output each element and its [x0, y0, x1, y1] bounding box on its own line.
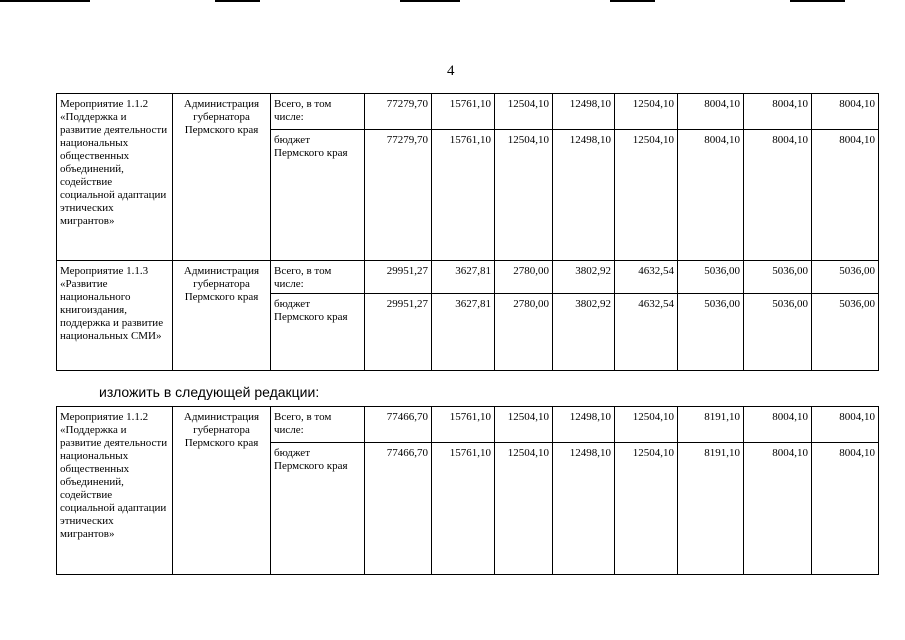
amount-cell: 12498,10	[553, 443, 615, 575]
amount-cell: 12504,10	[495, 94, 553, 130]
activity-name-cell: Мероприятие 1.1.2 «Поддержка и развитие деятельности национальных общественных объединений, содействие социальной адаптации этнических мигрантов»	[57, 94, 173, 261]
table-body	[57, 407, 879, 575]
table-row	[57, 261, 879, 294]
amount-cell: 8004,10	[744, 407, 812, 443]
amount-cell: 3802,92	[553, 261, 615, 294]
amount-cell: 8004,10	[744, 94, 812, 130]
amount-cell: 15761,10	[432, 130, 495, 261]
table-body	[57, 94, 879, 371]
amount-cell: 15761,10	[432, 94, 495, 130]
amount-cell: 5036,00	[744, 294, 812, 371]
amount-cell: 77466,70	[365, 407, 432, 443]
amount-cell: 5036,00	[678, 261, 744, 294]
executor-cell: Администрация губернатора Пермского края	[173, 261, 271, 371]
amount-cell: 29951,27	[365, 294, 432, 371]
funding-source-cell: бюджет Пермского края	[271, 130, 365, 261]
amount-cell: 29951,27	[365, 261, 432, 294]
amount-cell: 8191,10	[678, 443, 744, 575]
amount-cell: 12504,10	[495, 130, 553, 261]
amount-cell: 12498,10	[553, 94, 615, 130]
amount-cell: 3627,81	[432, 261, 495, 294]
amount-cell: 5036,00	[812, 261, 879, 294]
scan-edge-line	[0, 0, 90, 2]
funding-source-cell: Всего, в том числе:	[271, 261, 365, 294]
budget-table-after	[56, 406, 879, 575]
amount-cell: 77279,70	[365, 130, 432, 261]
amount-cell: 5036,00	[744, 261, 812, 294]
amount-cell: 8004,10	[744, 130, 812, 261]
amount-cell: 15761,10	[432, 407, 495, 443]
executor-cell: Администрация губернатора Пермского края	[173, 407, 271, 575]
funding-source-cell: Всего, в том числе:	[271, 407, 365, 443]
amount-cell: 12498,10	[553, 130, 615, 261]
scan-edge-line	[790, 0, 845, 2]
amount-cell: 8004,10	[744, 443, 812, 575]
scan-edge-line	[400, 0, 460, 2]
amount-cell: 8004,10	[812, 94, 879, 130]
amount-cell: 2780,00	[495, 261, 553, 294]
amount-cell: 12504,10	[495, 407, 553, 443]
funding-source-cell: Всего, в том числе:	[271, 94, 365, 130]
amount-cell: 8004,10	[812, 130, 879, 261]
amount-cell: 12504,10	[615, 94, 678, 130]
table-row	[57, 407, 879, 443]
funding-source-cell: бюджет Пермского края	[271, 443, 365, 575]
page-number: 4	[447, 63, 455, 79]
amount-cell: 5036,00	[812, 294, 879, 371]
amount-cell: 8004,10	[678, 94, 744, 130]
amount-cell: 2780,00	[495, 294, 553, 371]
amount-cell: 8004,10	[812, 443, 879, 575]
budget-table-before	[56, 93, 879, 371]
amount-cell: 3627,81	[432, 294, 495, 371]
amount-cell: 12498,10	[553, 407, 615, 443]
amount-cell: 8004,10	[678, 130, 744, 261]
funding-source-cell: бюджет Пермского края	[271, 294, 365, 371]
activity-name-cell: Мероприятие 1.1.2 «Поддержка и развитие деятельности национальных общественных объединений, содействие социальной адаптации этнических мигрантов»	[57, 407, 173, 575]
scan-edge-line	[610, 0, 655, 2]
activity-name-cell: Мероприятие 1.1.3 «Развитие национального книгоиздания, поддержка и развитие национальных СМИ»	[57, 261, 173, 371]
amount-cell: 4632,54	[615, 294, 678, 371]
amount-cell: 3802,92	[553, 294, 615, 371]
amount-cell: 8191,10	[678, 407, 744, 443]
amount-cell: 12504,10	[495, 443, 553, 575]
amount-cell: 12504,10	[615, 130, 678, 261]
amount-cell: 12504,10	[615, 407, 678, 443]
amount-cell: 77279,70	[365, 94, 432, 130]
amount-cell: 8004,10	[812, 407, 879, 443]
replace-caption: изложить в следующей редакции:	[99, 384, 320, 400]
amount-cell: 4632,54	[615, 261, 678, 294]
executor-cell: Администрация губернатора Пермского края	[173, 94, 271, 261]
amount-cell: 5036,00	[678, 294, 744, 371]
amount-cell: 15761,10	[432, 443, 495, 575]
scan-edge-line	[215, 0, 260, 2]
table-row	[57, 94, 879, 130]
amount-cell: 77466,70	[365, 443, 432, 575]
amount-cell: 12504,10	[615, 443, 678, 575]
